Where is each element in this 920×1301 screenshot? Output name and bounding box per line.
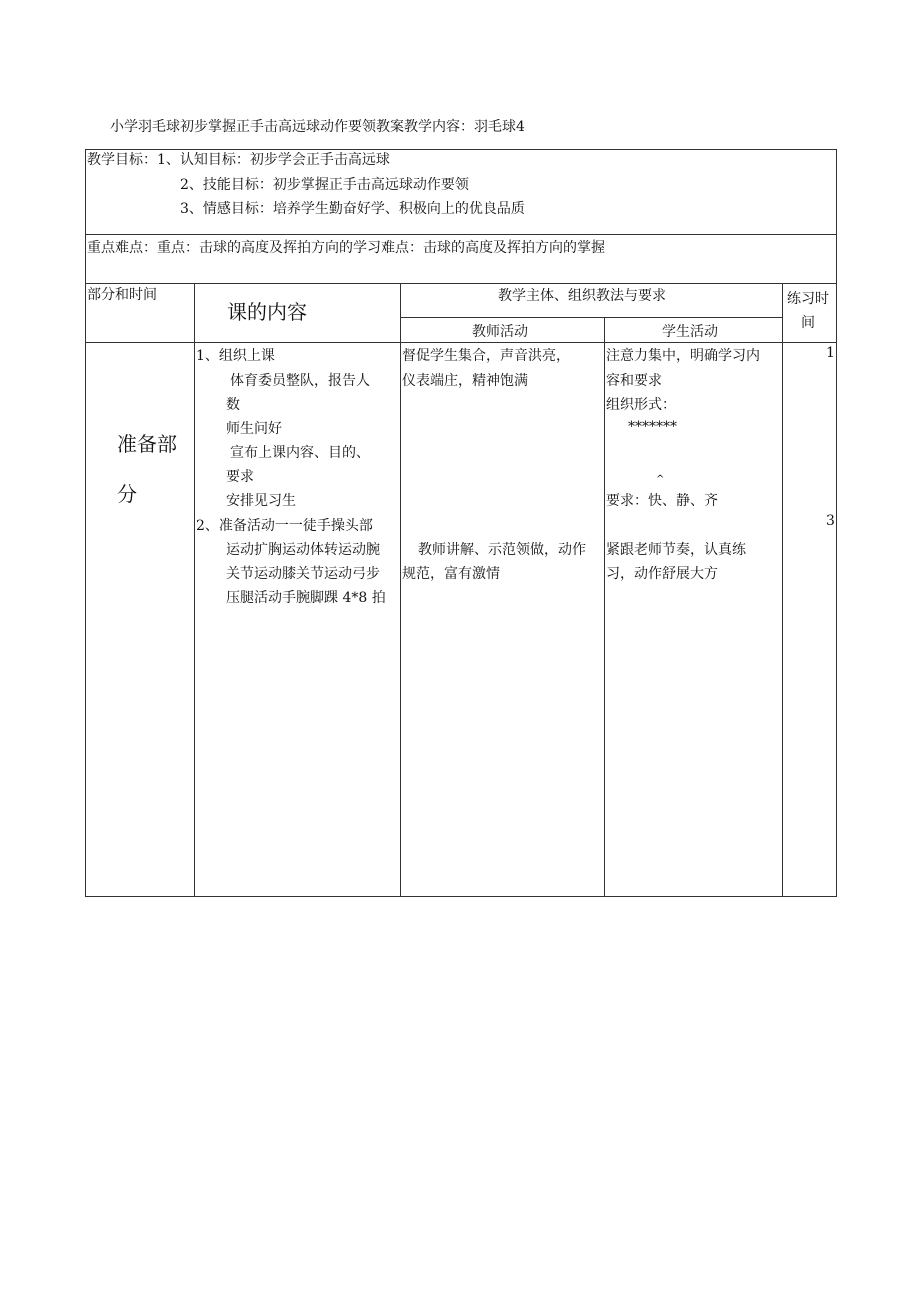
header-teacher: 教师活动 — [472, 324, 528, 340]
content-line: 体育委员整队，报告人 — [230, 373, 370, 389]
content-line: 关节运动膝关节运动弓步 — [226, 566, 380, 582]
header-practice-time: 间 — [801, 315, 815, 331]
student-line: 容和要求 — [606, 373, 662, 389]
student-line: 要求：快、静、齐 — [606, 493, 718, 509]
header-content: 课的内容 — [227, 300, 307, 324]
teacher-line: 督促学生集合，声音洪亮， — [402, 348, 570, 364]
content-line: 1、组织上课 — [196, 348, 275, 364]
content-line: 2、准备活动一一徒手操头部 — [196, 518, 373, 534]
practice-time-value: 1 — [826, 345, 835, 361]
row-divider — [85, 234, 837, 235]
subheader-divider — [400, 317, 782, 318]
header-method: 教学主体、组织教法与要求 — [498, 288, 666, 304]
objective-line: 3、情感目标：培养学生勤奋好学、积极向上的优良品质 — [180, 201, 525, 217]
content-line: 压腿活动手腕脚踝 4*8 拍 — [226, 590, 386, 606]
content-line: 要求 — [226, 469, 254, 485]
content-line: 数 — [226, 397, 240, 413]
objective-line: 2、技能目标：初步掌握正手击高远球动作要领 — [180, 177, 469, 193]
formation-marks: ******* — [628, 419, 677, 435]
teacher-line: 教师讲解、示范领做，动作 — [418, 542, 586, 558]
content-line: 安排见习生 — [226, 493, 296, 509]
student-line: 组织形式： — [606, 397, 676, 413]
content-line: 宣布上课内容、目的、 — [230, 445, 370, 461]
row-divider — [85, 283, 837, 284]
teacher-line: 规范，富有激情 — [402, 566, 500, 582]
practice-time-value: 3 — [826, 513, 835, 529]
section-label: 准备部 — [117, 432, 177, 456]
student-line: 习，动作舒展大方 — [606, 566, 718, 582]
content-line: 运动扩胸运动体转运动腕 — [226, 542, 380, 558]
objective-line: 教学目标：1、认知目标：初步学会正手击高远球 — [87, 152, 390, 168]
section-label: 分 — [117, 482, 137, 506]
column-divider — [782, 283, 783, 897]
row-divider — [85, 342, 837, 343]
column-divider — [604, 317, 605, 897]
header-practice-time: 练习时 — [787, 291, 829, 307]
content-line: 师生问好 — [226, 421, 282, 437]
header-part-time: 部分和时间 — [87, 287, 157, 303]
column-divider — [194, 283, 195, 897]
formation-caret: ^ — [656, 474, 665, 485]
teacher-line: 仪表端庄，精神饱满 — [402, 373, 528, 389]
student-line: 注意力集中，明确学习内 — [606, 348, 760, 364]
key-points: 重点难点：重点：击球的高度及挥拍方向的学习难点：击球的高度及挥拍方向的掌握 — [87, 240, 605, 256]
header-student: 学生活动 — [662, 324, 718, 340]
column-divider — [400, 283, 401, 897]
document-title: 小学羽毛球初步掌握正手击高远球动作要领教案教学内容：羽毛球4 — [110, 119, 525, 135]
student-line: 紧跟老师节奏，认真练 — [606, 542, 746, 558]
